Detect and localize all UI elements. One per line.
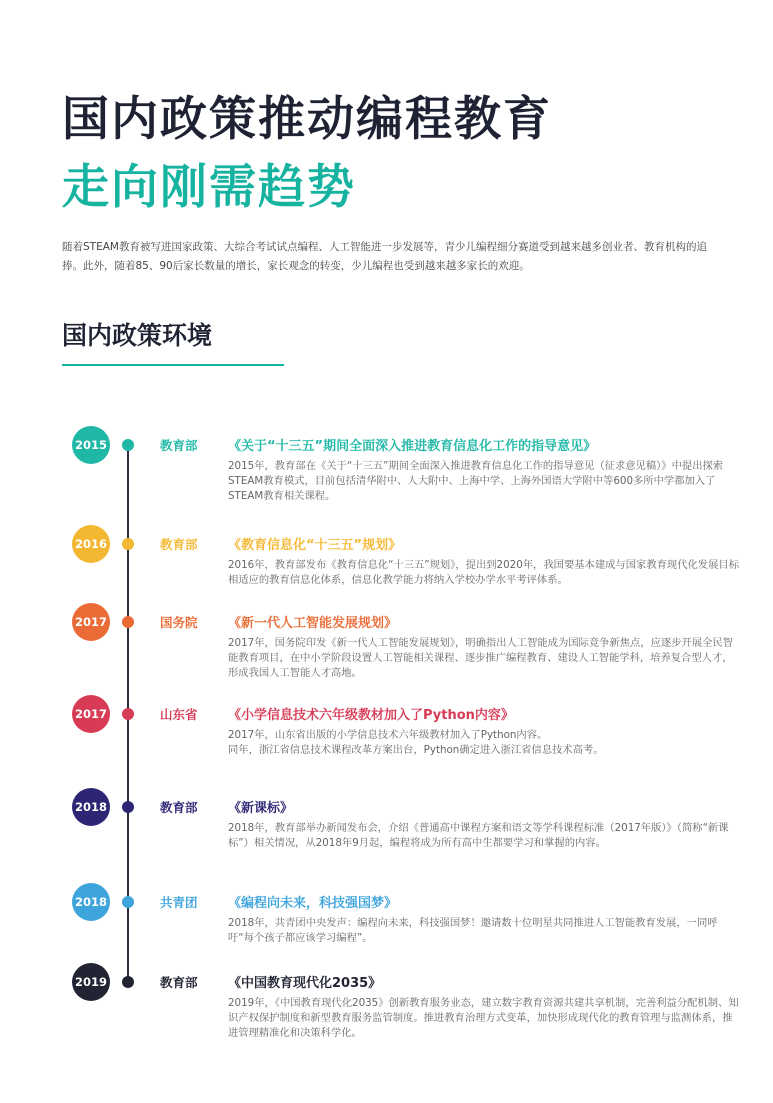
timeline-dot <box>122 708 134 720</box>
year-badge: 2017 <box>72 695 110 733</box>
issuing-body: 国务院 <box>160 615 198 630</box>
timeline-dot <box>122 616 134 628</box>
year-badge: 2018 <box>72 883 110 921</box>
year-badge: 2016 <box>72 525 110 563</box>
issuing-body: 教育部 <box>160 975 198 990</box>
timeline-dot <box>122 439 134 451</box>
description-text: 2017年，国务院印发《新一代人工智能发展规划》，明确指出人工智能成为国际竞争新焦点，应逐步开展全民智能教育项目，在中小学阶段设置人工智能相关课程、逐步推广编程教育、建设人工智能学科，培养复合型人才，形成我国人工智能人才高地。 <box>228 637 734 679</box>
policy-title: 《教育信息化“十三五”规划》 <box>228 538 402 553</box>
policy-title: 《编程向未来，科技强国梦》 <box>228 896 398 911</box>
description-text: 2015年，教育部在《关于“十三五”期间全面深入推进教育信息化工作的指导意见（征求意见稿）》中提出探索STEAM教育模式，目前包括清华附中、人大附中、上海中学、上海外国语大学附中等600多所中学都加入了STEAM教育相关课程。 <box>228 460 724 502</box>
policy-description <box>228 558 740 588</box>
timeline-event <box>0 800 773 849</box>
issuing-body: 山东省 <box>160 707 198 722</box>
policy-description <box>228 728 740 758</box>
timeline-dot <box>122 976 134 988</box>
year-badge: 2017 <box>72 603 110 641</box>
section-underline <box>62 364 284 366</box>
description-text: 2019年，《中国教育现代化2035》创新教育服务业态，建立数字教育资源共建共享机制，完善利益分配机制、知识产权保护制度和新型教育服务监管制度。推进教育治理方式变革，加快形成现代化的教育管理与监测体系，推进管理精准化和决策科学化。 <box>228 997 739 1039</box>
issuing-body: 教育部 <box>160 800 198 815</box>
issuing-body: 教育部 <box>160 537 198 552</box>
timeline-dot <box>122 801 134 813</box>
intro-paragraph: 随着STEAM教育被写进国家政策、大综合考试试点编程、人工智能进一步发展等，青少儿编程细分赛道受到越来越多创业者、教育机构的追捧。此外，随着85、90后家长数量的增长，家长观念的转变，少儿编程也受到越来越多家长的欢迎。 <box>62 241 707 272</box>
page-title: 国内政策推动编程教育 <box>62 92 552 147</box>
description-text: 2016年，教育部发布《教育信息化“十三五”规划》，提出到2020年，我国要基本建成与国家教育现代化发展目标相适应的教育信息化体系，信息化教学能力将纳入学校办学水平考评体系。 <box>228 559 739 586</box>
policy-title: 《小学信息技术六年级教材加入了Python内容》 <box>228 708 514 723</box>
policy-title: 《关于“十三五”期间全面深入推进教育信息化工作的指导意见》 <box>228 439 597 454</box>
policy-title: 《新一代人工智能发展规划》 <box>228 616 398 631</box>
policy-title: 《中国教育现代化2035》 <box>228 976 382 991</box>
description-text: 2018年，教育部举办新闻发布会，介绍《普通高中课程方案和语文等学科课程标准（2017年版）》（简称“新课标”）相关情况，从2018年9月起，编程将成为所有高中生都要学习和掌握的内容。 <box>228 822 729 849</box>
description-text: 同年，浙江省信息技术课程改革方案出台，Python确定进入浙江省信息技术高考。 <box>228 744 604 756</box>
timeline-dot <box>122 538 134 550</box>
timeline-event <box>0 438 773 502</box>
timeline-event <box>0 895 773 944</box>
timeline-dot <box>122 896 134 908</box>
year-badge: 2015 <box>72 426 110 464</box>
page-subtitle: 走向刚需趋势 <box>62 160 356 215</box>
policy-description <box>228 821 740 851</box>
year-badge: 2018 <box>72 788 110 826</box>
issuing-body: 教育部 <box>160 438 198 453</box>
issuing-body: 共青团 <box>160 895 198 910</box>
policy-title: 《新课标》 <box>228 801 294 816</box>
policy-description <box>228 996 740 1041</box>
timeline-event <box>0 537 773 586</box>
policy-description <box>228 636 740 681</box>
year-badge: 2019 <box>72 963 110 1001</box>
policy-description <box>228 916 740 946</box>
timeline-event <box>0 615 773 679</box>
section-title: 国内政策环境 <box>62 321 213 350</box>
policy-description <box>228 459 740 504</box>
timeline-event <box>0 975 773 1039</box>
description-text: 2017年，山东省出版的小学信息技术六年级教材加入了Python内容。 <box>228 729 548 741</box>
timeline-event <box>0 707 773 756</box>
description-text: 2018年，共青团中央发声：编程向未来，科技强国梦！邀请数十位明星共同推进人工智能教育发展，一同呼吁“每个孩子都应该学习编程”。 <box>228 917 718 944</box>
